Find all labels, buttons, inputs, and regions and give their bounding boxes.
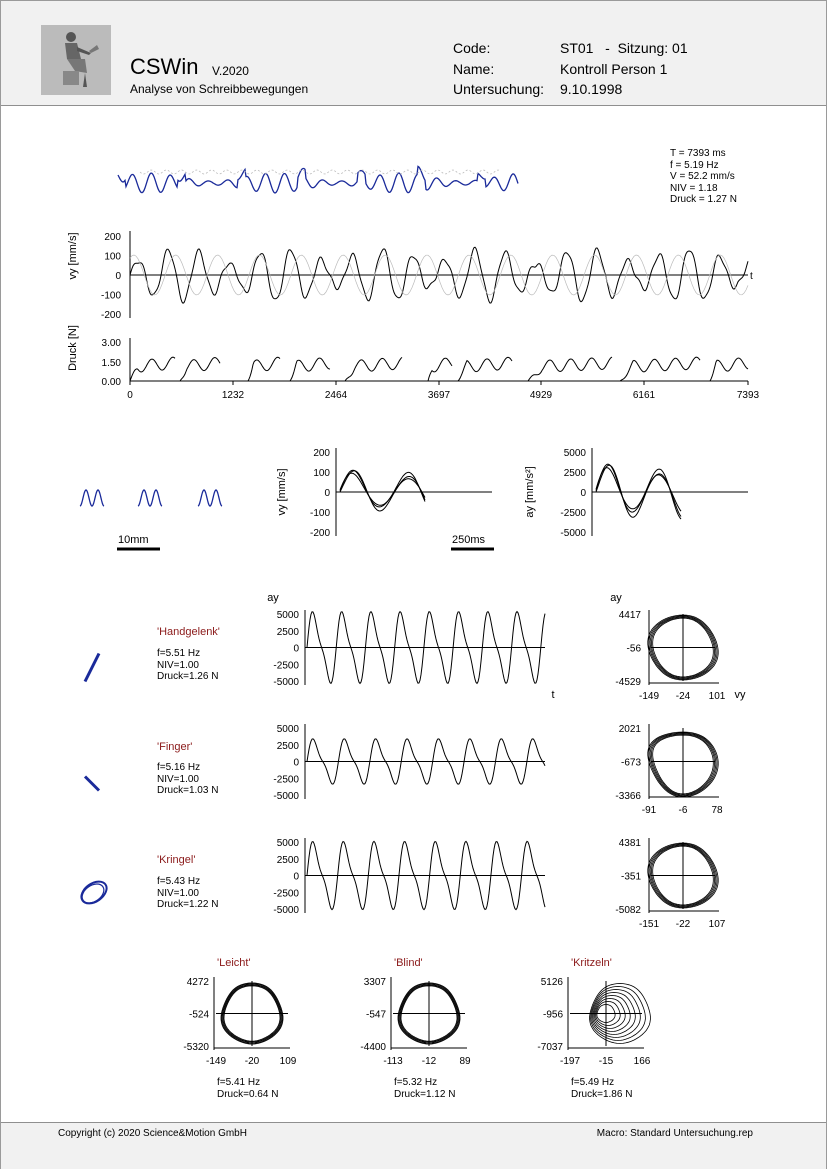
- overview-vy-tick: 0: [115, 271, 121, 282]
- row-ay-tick: -2500: [273, 888, 299, 900]
- bottom-title-blind: 'Blind': [394, 957, 423, 969]
- bottom-title-kritzeln: 'Kritzeln': [571, 957, 612, 969]
- overview-druck-trace: [130, 357, 175, 381]
- sample-ay-tick: 2500: [563, 468, 586, 479]
- row-ay-tick: 0: [293, 757, 299, 769]
- sample-ay-trace: [596, 465, 681, 517]
- row-ay-tick: -2500: [273, 774, 299, 786]
- row-title-kringel: 'Kringel': [157, 854, 196, 866]
- overview-druck-trace: [710, 358, 748, 381]
- row-ay-tick: 2500: [276, 854, 299, 866]
- overview-druck-tick: 0.00: [101, 377, 121, 388]
- stat-frequency: f = 5.19 Hz: [670, 159, 719, 171]
- sample-ay-tick: -2500: [560, 508, 586, 519]
- row-ay-tick: 5000: [276, 610, 299, 621]
- overview-druck-trace: [180, 358, 220, 382]
- bottom-phase-y-tick: -5320: [183, 1042, 209, 1053]
- row-freq: f=5.51 Hz: [157, 648, 201, 659]
- sample-vy-tick: 100: [313, 468, 330, 479]
- overview-vy-tick: -100: [100, 290, 121, 302]
- row-phase-y-tick: 4381: [618, 838, 641, 849]
- row-phase-y-tick: -351: [620, 871, 641, 883]
- stat-velocity: V = 52.2 mm/s: [670, 171, 735, 182]
- row-phase-y-tick: -3366: [615, 791, 641, 802]
- stat-pressure: Druck = 1.27 N: [670, 194, 737, 205]
- row-phase-y-tick: -4529: [615, 677, 641, 688]
- row-freq: f=5.16 Hz: [157, 762, 201, 773]
- row-druck: Druck=1.26 N: [157, 671, 219, 682]
- copyright-text: Copyright (c) 2020 Science&Motion GmbH: [58, 1128, 247, 1139]
- bottom-phase-y-tick: 3307: [363, 977, 386, 988]
- overview-x-tick: 3697: [427, 390, 451, 401]
- bottom-phase-x-tick: -197: [559, 1056, 581, 1067]
- stat-duration: T = 7393 ms: [670, 148, 726, 159]
- bottom-phase-x-tick: 109: [279, 1056, 297, 1067]
- row-phase-x-tick: -6: [678, 805, 688, 816]
- bottom-phase-x-tick: -149: [205, 1056, 227, 1067]
- sample-vy-tick: -100: [309, 508, 330, 519]
- sample-ay-trace: [596, 464, 681, 516]
- row-ay-label-top: ay: [267, 592, 279, 604]
- overview-vy-tick: 200: [104, 232, 121, 243]
- bottom-phase-x-tick: -113: [383, 1056, 403, 1067]
- bottom-phase-x-tick: 89: [459, 1056, 471, 1067]
- bottom-phase-x-tick: -12: [421, 1056, 437, 1067]
- overview-druck-trace: [248, 357, 280, 381]
- overview-druck-axis-label: Druck [N]: [67, 325, 79, 371]
- bottom-phase-y-tick: -4400: [360, 1042, 386, 1053]
- overview-x-tick: 4929: [529, 390, 553, 401]
- bottom-druck: Druck=1.86 N: [571, 1088, 633, 1100]
- bottom-druck: Druck=1.12 N: [394, 1088, 456, 1100]
- overview-x-tick: 6161: [632, 390, 656, 401]
- row-ay-tick: 0: [293, 643, 299, 655]
- row-title-handgelenk: 'Handgelenk': [157, 626, 220, 638]
- app-version: V.2020: [212, 64, 249, 78]
- sample-vy-tick: 200: [313, 448, 330, 459]
- overview-druck-trace: [290, 358, 330, 381]
- row-ay-tick: -5000: [273, 791, 299, 802]
- sample-vy-tick: -200: [309, 528, 330, 539]
- overview-druck-trace: [620, 357, 700, 381]
- row-druck: Druck=1.03 N: [157, 785, 219, 796]
- sample-ay-tick: 5000: [563, 448, 586, 459]
- sample-ay-tick: -5000: [560, 528, 586, 539]
- row-phase-y-tick: -56: [626, 643, 641, 655]
- row-phase-x-tick: -24: [675, 691, 691, 702]
- row-ay-tick: -5000: [273, 677, 299, 688]
- bottom-freq: f=5.32 Hz: [394, 1077, 438, 1088]
- row-freq: f=5.43 Hz: [157, 876, 201, 887]
- bottom-freq: f=5.41 Hz: [217, 1077, 261, 1088]
- row-ay-tick: 2500: [276, 626, 299, 638]
- overview-vy-tick: -200: [100, 310, 121, 321]
- row-title-finger: 'Finger': [157, 741, 193, 753]
- overview-x-tick: 1232: [221, 390, 245, 401]
- overview-x-tick: 2464: [324, 390, 348, 401]
- stat-niv: NIV = 1.18: [670, 182, 718, 194]
- row-niv: NIV=1.00: [157, 887, 199, 899]
- phase-ay-label-top: ay: [610, 592, 622, 604]
- row-phase-x-tick: 101: [708, 691, 726, 702]
- bottom-phase-y-tick: -7037: [537, 1042, 563, 1053]
- row-phase-x-tick: 78: [711, 805, 723, 816]
- sample-ay-axis-label: ay [mm/s²]: [524, 466, 536, 518]
- row-phase-y-tick: -5082: [615, 905, 641, 916]
- row-movement-shape: [79, 880, 108, 907]
- row-movement-shape: [77, 877, 110, 908]
- row-ay-tick: 2500: [276, 740, 299, 752]
- row-ay-tick: -5000: [273, 905, 299, 916]
- macro-text: Macro: Standard Untersuchung.rep: [596, 1128, 753, 1139]
- row-phase-y-tick: -673: [620, 757, 641, 769]
- sample-ll-letters: [80, 490, 104, 506]
- row-phase-x-tick: -151: [638, 919, 660, 930]
- exam-value: 9.10.1998: [560, 81, 623, 97]
- sample-ll-letters: [138, 490, 162, 506]
- overview-vy-tick: 100: [104, 251, 121, 263]
- overview-t-label: t: [750, 271, 753, 282]
- overview-druck-tick: 1.50: [101, 358, 121, 369]
- bottom-phase-x-tick: -15: [598, 1056, 614, 1067]
- handwriting-airtrace-line: [140, 170, 500, 174]
- bottom-druck: Druck=0.64 N: [217, 1088, 279, 1100]
- bottom-phase-y-tick: 5126: [540, 977, 563, 988]
- overview-vy-axis-label: vy [mm/s]: [67, 232, 79, 280]
- overview-druck-trace: [345, 357, 402, 381]
- name-label: Name:: [453, 61, 495, 77]
- bottom-phase-x-tick: 166: [633, 1056, 651, 1067]
- overview-druck-tick: 3.00: [101, 338, 121, 349]
- sample-vy-axis-label: vy [mm/s]: [276, 468, 288, 516]
- bottom-freq: f=5.49 Hz: [571, 1077, 615, 1088]
- app-name: CSWin: [130, 54, 199, 79]
- code-label: Code:: [453, 40, 491, 56]
- overview-x-tick: 7393: [736, 390, 760, 401]
- bottom-title-leicht: 'Leicht': [217, 957, 251, 969]
- app-subtitle: Analyse von Schreibbewegungen: [130, 82, 309, 96]
- scale-label-250ms: 250ms: [452, 534, 486, 546]
- row-phase-x-tick: 107: [708, 919, 726, 930]
- row-phase-x-tick: -22: [675, 919, 691, 930]
- sample-vy-tick: 0: [324, 488, 330, 499]
- row-druck: Druck=1.22 N: [157, 899, 219, 910]
- row-ay-tick: 5000: [276, 838, 299, 849]
- overview-druck-trace: [428, 358, 452, 381]
- bottom-phase-y-tick: -547: [365, 1009, 386, 1021]
- row-niv: NIV=1.00: [157, 773, 199, 785]
- code-value: ST01 - Sitzung: 01: [560, 40, 688, 56]
- row-t-label: t: [551, 689, 555, 701]
- bottom-phase-y-tick: -956: [542, 1009, 563, 1021]
- exam-label: Untersuchung:: [453, 81, 545, 97]
- row-phase-x-tick: -149: [638, 691, 660, 702]
- sample-vy-trace: [340, 470, 425, 507]
- row-phase-y-tick: 4417: [618, 610, 641, 621]
- row-phase-y-tick: 2021: [618, 724, 641, 735]
- phase-vy-label: vy: [734, 689, 746, 701]
- scale-label-10mm: 10mm: [118, 534, 149, 546]
- sample-ll-letters: [198, 490, 222, 506]
- overview-druck-trace: [458, 357, 512, 381]
- row-ay-tick: 5000: [276, 724, 299, 735]
- row-movement-shape: [85, 777, 99, 791]
- row-niv: NIV=1.00: [157, 659, 199, 671]
- row-phase-x-tick: -91: [641, 805, 657, 816]
- row-ay-tick: -2500: [273, 660, 299, 672]
- name-value: Kontroll Person 1: [560, 61, 668, 77]
- bottom-phase-y-tick: 4272: [186, 977, 209, 988]
- bottom-phase-x-tick: -20: [244, 1056, 260, 1067]
- overview-druck-trace: [528, 357, 612, 381]
- row-movement-shape: [85, 654, 99, 682]
- row-ay-tick: 0: [293, 871, 299, 883]
- overview-x-tick: 0: [127, 390, 133, 401]
- bottom-phase-y-tick: -524: [188, 1009, 209, 1021]
- sample-ay-tick: 0: [580, 488, 586, 499]
